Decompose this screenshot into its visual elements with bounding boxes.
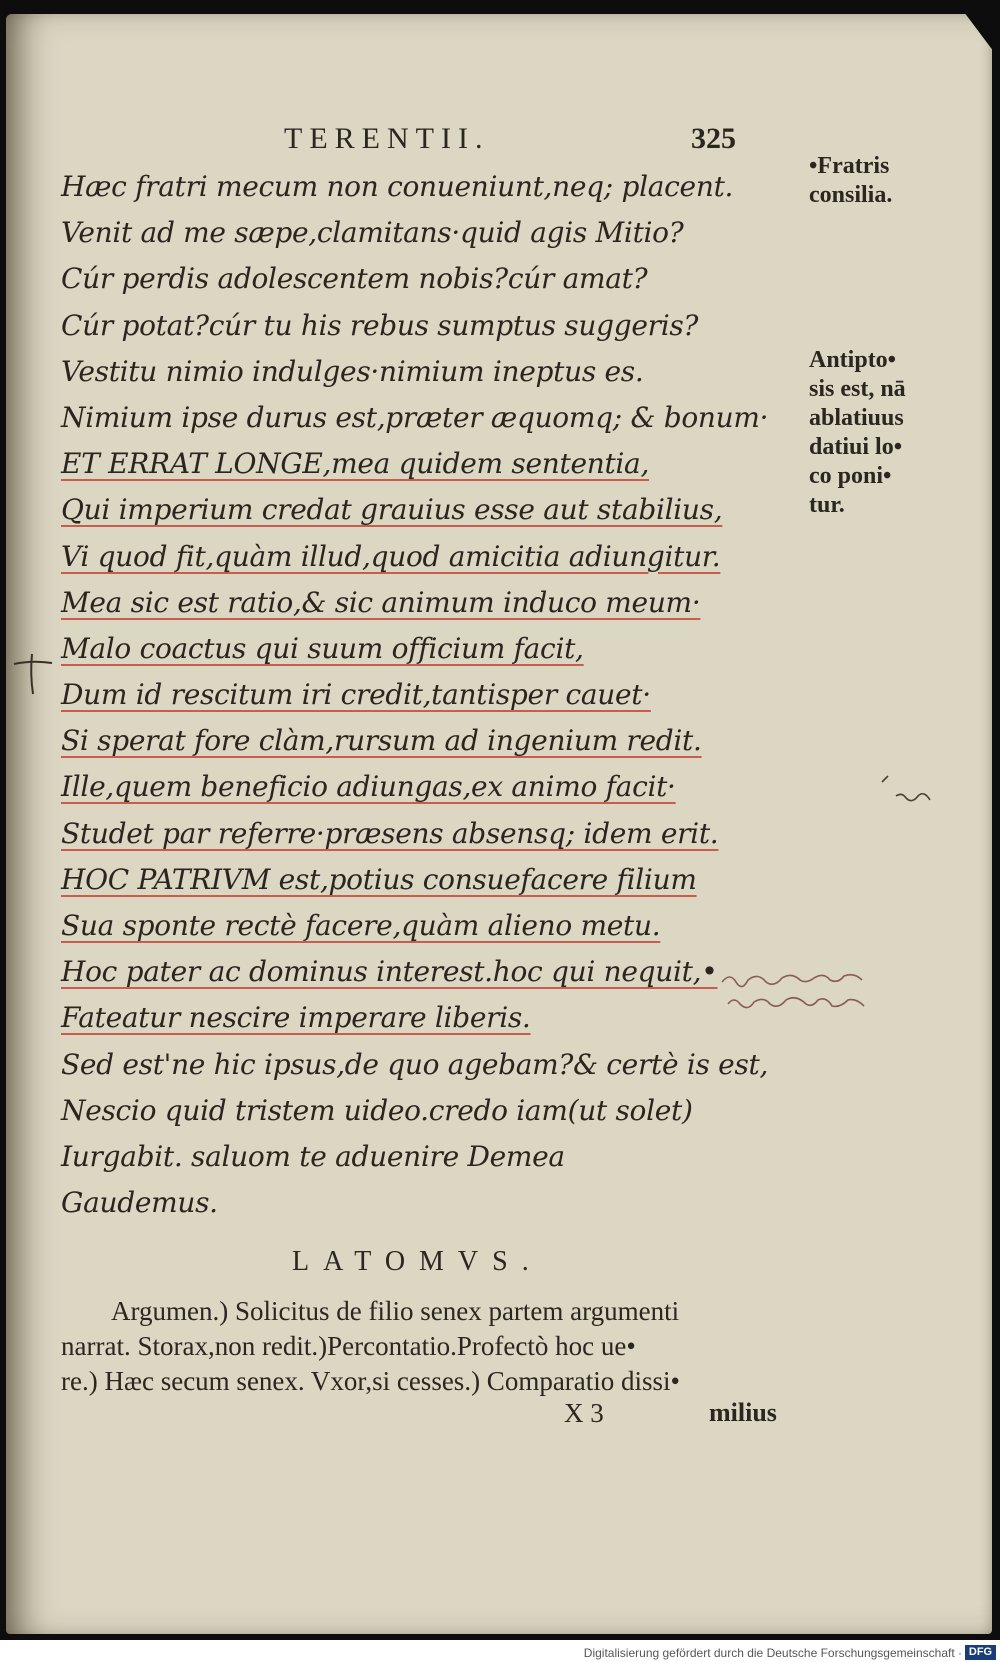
- verse-line-text: Vi quod fit,quàm illud,quod amicitia adiungitur.: [61, 539, 721, 573]
- verse-line: [61, 210, 768, 256]
- verse-line-text: Venit ad me sæpe,clamitans·quid agis Mitio?: [61, 216, 684, 250]
- verse-line-text: Ille,quem beneficio adiungas,ex animo facit·: [61, 770, 676, 804]
- verse-line-text: Dum id rescitum iri credit,tantisper cauet·: [61, 678, 651, 712]
- verse-line-text: Vestitu nimio indulges·nimium ineptus es.: [61, 354, 644, 388]
- verse-line: [61, 764, 768, 810]
- verse-line-text: Mea sic est ratio,& sic animum induco meum·: [61, 585, 701, 619]
- verse-line: [61, 949, 768, 995]
- verse-line-text: Cúr perdis adolescentem nobis?cúr amat?: [61, 262, 648, 296]
- verse-line-text: HOC PATRIVM est,potius consuefacere filium: [61, 862, 697, 896]
- verse-line: [61, 903, 768, 949]
- verse-line-text: Cúr potat?cúr tu his rebus sumptus suggeris?: [61, 308, 699, 342]
- verse-text: [61, 164, 768, 1226]
- verse-line: [61, 349, 768, 395]
- cross-annotation-icon: [10, 650, 56, 698]
- verse-line-text: Hoc pater ac dominus interest.hoc qui nequit,•: [61, 955, 718, 989]
- verse-line: [61, 718, 768, 764]
- marginal-note-antiptosis: [809, 346, 906, 520]
- verse-line-text: Sed est'ne hic ipsus,de quo agebam?& certè is est,: [61, 1047, 769, 1081]
- marginal-note-line: consilia.: [809, 182, 893, 208]
- commentary-line: re.) Hæc secum senex. Vxor,si cesses.) Comparatio dissi•: [61, 1366, 680, 1396]
- commentary-text: [61, 1294, 680, 1399]
- page-number: 325: [691, 122, 736, 155]
- verse-line: [61, 672, 768, 718]
- verse-line: [61, 487, 768, 533]
- verse-line-text: Fateatur nescire imperare liberis.: [61, 1001, 531, 1035]
- signature-mark: X 3: [564, 1398, 604, 1428]
- marginal-note-line: Antipto•: [809, 347, 897, 373]
- verse-line-text: Sua sponte rectè facere,quàm alieno metu.: [61, 909, 661, 942]
- verse-line-text: Malo coactus qui suum officium facit,: [61, 631, 584, 665]
- verse-line: [61, 811, 768, 857]
- verse-line: [61, 164, 768, 210]
- verse-line-text: Iurgabit. saluom te aduenire Demea: [61, 1139, 565, 1173]
- marginal-note-line: ablatiuus: [809, 405, 904, 431]
- verse-line: [61, 534, 768, 580]
- commentary-line: Argumen.) Solicitus de filio senex partem argumenti: [111, 1296, 680, 1326]
- book-page: [6, 14, 992, 1634]
- handwritten-note-icon: [718, 962, 938, 1022]
- verse-line: [61, 441, 768, 487]
- verse-line: [61, 1180, 768, 1226]
- verse-line: [61, 1134, 768, 1180]
- verse-line-text: Qui imperium credat grauius esse aut stabilius,: [61, 493, 723, 527]
- verse-line: [61, 857, 768, 903]
- verse-line-text: Nimium ipse durus est,præter æquomq; & bonum·: [61, 400, 769, 434]
- verse-line: [61, 303, 768, 349]
- verse-line-text: ET ERRAT LONGE,mea quidem sententia,: [61, 447, 650, 481]
- marginal-note-line: •Fratris: [809, 153, 890, 179]
- marginal-note-line: datiui lo•: [809, 434, 903, 460]
- marginal-note-line: sis est, nā: [809, 376, 906, 402]
- commentary-line: narrat. Storax,non redit.)Percontatio.Profectò hoc ue•: [61, 1331, 636, 1361]
- verse-line: [61, 995, 768, 1041]
- verse-line-text: Studet par referre·præsens absensq; idem erit.: [61, 816, 719, 850]
- verse-line-text: Nescio quid tristem uideo.credo iam(ut solet): [61, 1093, 693, 1127]
- ink-squiggle-icon: [876, 774, 946, 814]
- verse-line: [61, 395, 768, 441]
- digitization-credit: Digitalisierung gefördert durch die Deutsche Forschungsgemeinschaft ·: [583, 1646, 962, 1660]
- verse-line: [61, 1088, 768, 1134]
- marginal-note-line: tur.: [809, 492, 845, 518]
- marginal-note-line: co poni•: [809, 463, 892, 489]
- verse-line-text: Si sperat fore clàm,rursum ad ingenium redit.: [61, 724, 702, 758]
- verse-line: [61, 1042, 768, 1088]
- verse-line-text: Gaudemus.: [61, 1186, 218, 1220]
- catchword: milius: [709, 1398, 777, 1427]
- verse-line: [61, 580, 768, 626]
- running-head: TERENTII.: [284, 122, 490, 155]
- verse-line: [61, 626, 768, 672]
- section-heading: LATOMVS.: [292, 1246, 543, 1277]
- verse-line-text: Hæc fratri mecum non conueniunt,neq; placent.: [61, 170, 734, 203]
- marginal-note-fratris: [809, 152, 892, 210]
- verse-line: [61, 256, 768, 302]
- dfg-logo: DFG: [965, 1645, 996, 1660]
